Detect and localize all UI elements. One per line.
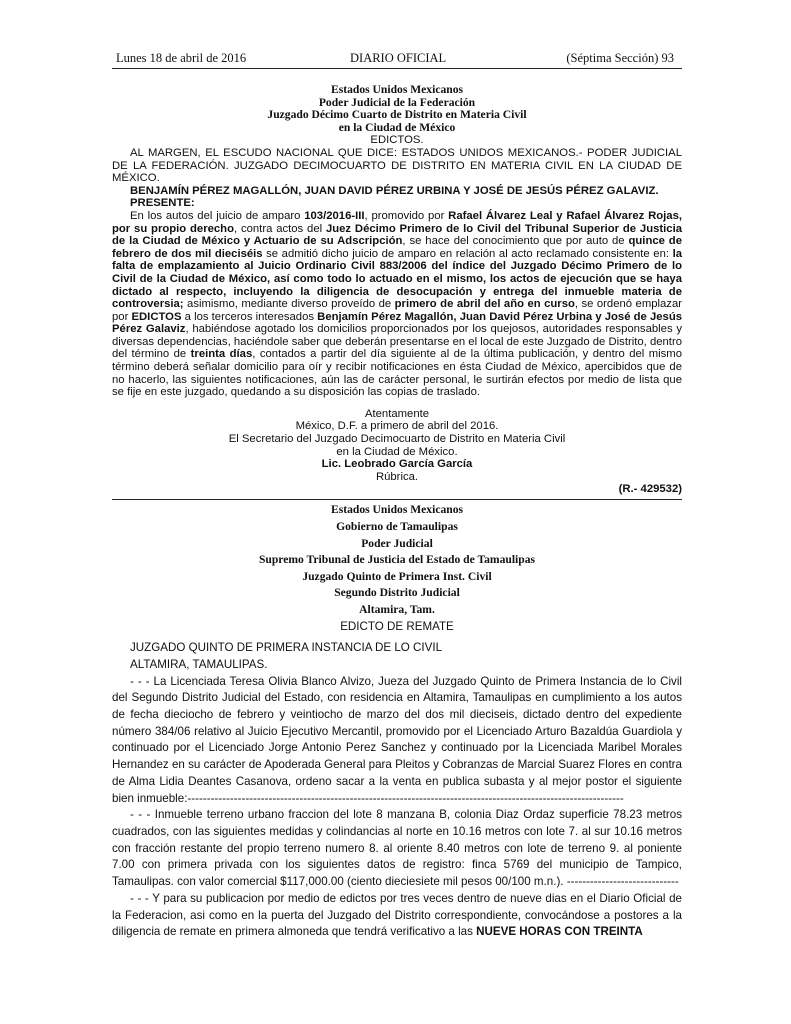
edict1-title: EDICTOS. xyxy=(370,134,424,147)
margin-text: AL MARGEN, EL ESCUDO NACIONAL QUE DICE: ESTADOS UNIDOS MEXICANOS.- PODER JUDICIAL DE LA FEDERACIÓN. JUZGADO DECIMOCUARTO DE DISTRITO EN MATERIA CIVIL EN LA CIUDAD DE MÉXICO. xyxy=(112,146,682,185)
heading-line: Segundo Distrito Judicial xyxy=(334,586,460,600)
heading-line: Estados Unidos Mexicanos xyxy=(330,83,464,96)
court-name: JUZGADO QUINTO DE PRIMERA INSTANCIA DE LO CIVIL xyxy=(130,641,443,655)
signer-name: Lic. Leobrado García García xyxy=(321,458,473,471)
closing-line: en la Ciudad de México. xyxy=(336,445,458,458)
edict1-closing xyxy=(112,408,682,484)
rubrica: Rúbrica. xyxy=(375,470,419,483)
court-city: ALTAMIRA, TAMAULIPAS. xyxy=(130,657,268,671)
header-publication: DIARIO OFICIAL xyxy=(350,51,447,65)
section-divider xyxy=(112,499,682,500)
presente: PRESENTE: xyxy=(130,197,195,210)
heading-line: Estados Unidos Mexicanos xyxy=(330,503,464,517)
heading-line: Gobierno de Tamaulipas xyxy=(336,520,458,533)
publication-reference: (R.- 429532) xyxy=(618,483,682,496)
newspaper-page xyxy=(112,50,682,941)
closing-line: México, D.F. a primero de abril del 2016. xyxy=(295,420,499,433)
header-section-page: (Séptima Sección) 93 xyxy=(566,51,674,65)
closing-line: El Secretario del Juzgado Decimocuarto de Distrito en Materia Civil xyxy=(228,433,566,446)
edict-amparo xyxy=(112,84,682,496)
page-header xyxy=(112,50,682,69)
heading-line: Supremo Tribunal de Justicia del Estado de Tamaulipas xyxy=(258,553,536,567)
remate-paragraph-1: - - - La Licenciada Teresa Olivia Blanco Alvizo, Jueza del Juzgado Quinto de Primera Instancia de lo Civil del Segundo Distrito Judicial del Estado, con residencia en Altamira, Tamaulipas en cumplimiento a los autos de fecha dieciocho de febrero y veintiocho de marzo del dos mil dieciseis, dictado dentro del expediente número 384/06 relativo al Juicio Ejecutivo Mercantil, promovido por el Licenciado Arturo Bazaldúa Guardiola y continuado por el Licenciado Jorge Antonio Perez Sanchez y continuado por la Licenciada Maribel Morales Hernandez en su carácter de Apoderada General para Pleitos y Cobranzas de Marcial Suarez Flores en contra de Alma Lidia Deantes Casanova, ordeno sacar a la venta en publica subasta y al mejor postor el siguiente bien inmueble:----------------------------------------------------------------------------------------------------------------- xyxy=(112,674,682,805)
heading-line: en la Ciudad de México xyxy=(338,120,456,134)
edict2-heading xyxy=(112,502,682,618)
heading-line: Altamira, Tam. xyxy=(359,602,435,616)
remate-paragraph-2: - - - Inmueble terreno urbano fraccion del lote 8 manzana B, colonia Diaz Ordaz superficie 78.23 metros cuadrados, con las siguientes medidas y colindancias al norte en 10.16 metros con lote 7. al sur 10.16 metros con fracción restante del propio terreno numero 8. al oriente 8.40 metros con lote de terreno 9. al poniente 7.00 con primera privada con los siguientes datos de registro: finca 5769 del municipio de Tampico, Tamaulipas. con valor comercial $117,000.00 (ciento dieciesiete mil pesos 00/100 m.n.). ----------------------------- xyxy=(112,808,682,889)
edict-remate xyxy=(112,502,682,941)
addressees: BENJAMÍN PÉREZ MAGALLÓN, JUAN DAVID PÉREZ URBINA Y JOSÉ DE JESÚS PÉREZ GALAVIZ. xyxy=(130,184,659,197)
remate-paragraph-3: - - - Y para su publicacion por medio de edictos por tres veces dentro de nueve dias en el Diario Oficial de la Federacion, asi como en la puerta del Juzgado del Distrito correspondiente, convocándose a postores a la diligencia de remate en primera almoneda que tendrá verificativo a las NUEVE HORAS CON TREINTA xyxy=(112,891,682,939)
heading-line: Juzgado Décimo Cuarto de Distrito en Materia Civil xyxy=(267,108,527,122)
heading-line: Poder Judicial de la Federación xyxy=(318,95,476,109)
header-date: Lunes 18 de abril de 2016 xyxy=(116,51,247,65)
heading-line: Juzgado Quinto de Primera Inst. Civil xyxy=(302,569,492,583)
edict1-body: En los autos del juicio de amparo 103/2016-III, promovido por Rafael Álvarez Leal y Rafael Álvarez Rojas, por su propio derecho, contra actos del Juez Décimo Primero de lo Civil del Tribunal Superior de Justicia de la Ciudad de México y Actuario de su Adscripción, se hace del conocimiento que por auto de quince de febrero de dos mil dieciséis se admitió dicho juicio de amparo en relación al acto reclamado consistente en: la falta de emplazamiento al Juicio Ordinario Civil 883/2006 del índice del Juzgado Décimo Primero de lo Civil de la Ciudad de México, así como todo lo actuado en el mismo, los actos de ejecución que se haya dictado al respecto, incluyendo la diligencia de desocupación y entrega del inmueble materia de controversia; asimismo, mediante diverso proveído de primero de abril del año en curso, se ordenó emplazar por EDICTOS a los terceros interesados Benjamín Pérez Magallón, Juan David Pérez Urbina y José de Jesús Pérez Galaviz, habiéndose agotado los domicilios proporcionados por los quejosos, autoridades responsables y diversas dependencias, haciéndole saber que deberán presentarse en el local de este Juzgado de Distrito, dentro del término de treinta días, contados a partir del día siguiente al de la última publicación, y dentro del mismo término deberá señalar domicilio para oír y recibir notificaciones en ésta Ciudad de México, apercibidos que de no hacerlo, las siguientes notificaciones, aún las de carácter personal, le surtirán efectos por medio de lista que se fije en este juzgado, quedando a su disposición las copias de traslado. xyxy=(112,209,683,399)
closing-line: Atentamente xyxy=(364,407,430,420)
heading-line: Poder Judicial xyxy=(361,536,433,550)
edict1-heading xyxy=(112,84,682,134)
edict2-title: EDICTO DE REMATE xyxy=(340,619,454,633)
